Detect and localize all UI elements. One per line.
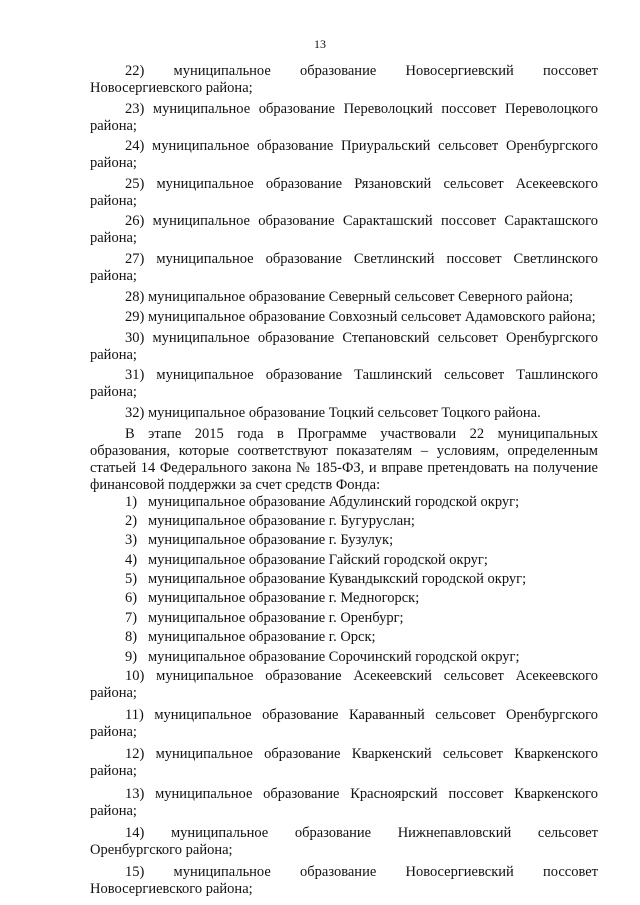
list-item: 9) муниципальное образование Сорочинский городской округ; [125, 648, 520, 665]
list-item: 29) муниципальное образование Совхозный сельсовет Адамовского района; [125, 309, 596, 326]
list-item: 27) муниципальное образование Светлинский поссовет Светлинского района; [90, 250, 598, 284]
document-body [90, 63, 598, 903]
list-item: 28) муниципальное образование Северный сельсовет Северного района; [125, 288, 574, 305]
list-item: 24) муниципальное образование Приуральский сельсовет Оренбургского района; [90, 138, 598, 172]
list-item: 6) муниципальное образование г. Медногорск; [125, 590, 420, 607]
list-item: 3) муниципальное образование г. Бузулук; [125, 532, 394, 549]
list-item: 7) муниципальное образование г. Оренбург; [125, 609, 404, 626]
list-item: 5) муниципальное образование Кувандыкский городской округ; [125, 571, 527, 588]
list-item: 25) муниципальное образование Рязановский сельсовет Асекеевского района; [90, 175, 598, 209]
list-item: 12) муниципальное образование Кваркенский сельсовет Кваркенского района; [90, 746, 598, 780]
list-item: 4) муниципальное образование Гайский городской округ; [125, 551, 488, 568]
list-item: 30) муниципальное образование Степановский сельсовет Оренбургского района; [90, 329, 598, 363]
list-item: 10) муниципальное образование Асекеевский сельсовет Асекеевского района; [90, 668, 598, 702]
list-item: 11) муниципальное образование Караванный сельсовет Оренбургского района; [90, 707, 598, 741]
list-item: 23) муниципальное образование Переволоцкий поссовет Переволоцкого района; [90, 100, 598, 134]
list-item: 2) муниципальное образование г. Бугуруслан; [125, 512, 415, 529]
list-item: 31) муниципальное образование Ташлинский сельсовет Ташлинского района; [90, 367, 598, 401]
list-item: 32) муниципальное образование Тоцкий сельсовет Тоцкого района. [125, 404, 541, 421]
short-list [90, 494, 598, 666]
list-item: 8) муниципальное образование г. Орск; [125, 629, 376, 646]
list-item: 13) муниципальное образование Красноярский поссовет Кваркенского района; [90, 785, 598, 819]
list-item: 15) муниципальное образование Новосергиевский поссовет Новосергиевского района; [90, 863, 598, 897]
page-number: 13 [314, 37, 326, 51]
list-item: 1) муниципальное образование Абдулинский городской округ; [125, 493, 520, 510]
list-item: 26) муниципальное образование Саракташский поссовет Саракташского района; [90, 213, 598, 247]
list-item: 22) муниципальное образование Новосергиевский поссовет Новосергиевского района; [90, 63, 598, 96]
intro-paragraph: В этапе 2015 года в Программе участвовали 22 муниципальных образования, которые соответствуют показателям – условиям, определенным статьей 14 Федерального закона № 185-ФЗ, и вправе претендовать на получение финансовой поддержки за счет средств Фонда: [90, 425, 598, 493]
list-item: 14) муниципальное образование Нижнепавловский сельсовет Оренбургского района; [90, 824, 598, 858]
